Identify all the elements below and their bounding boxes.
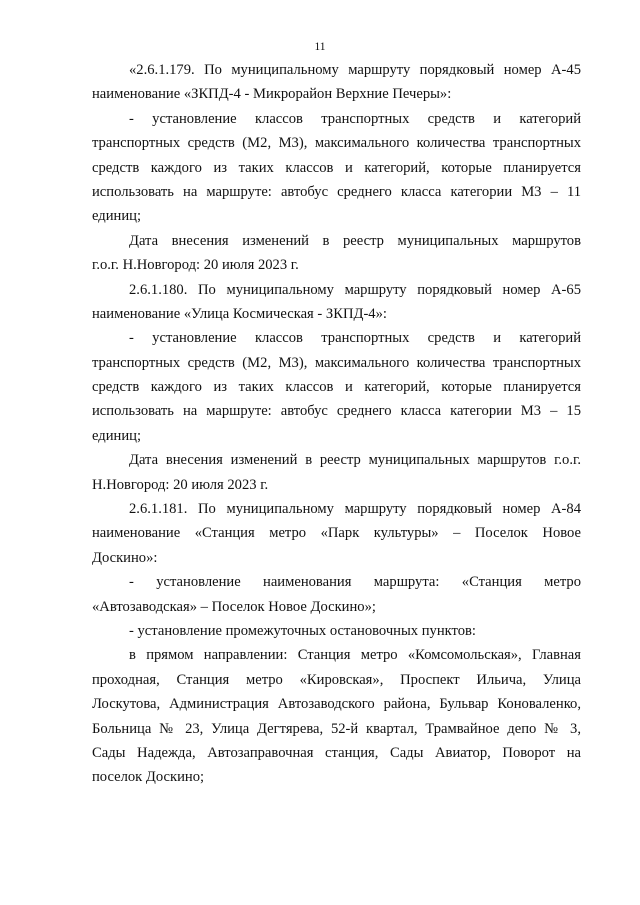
text-line: - установление классов транспортных средств и категорий bbox=[129, 330, 581, 347]
text-line: единиц; bbox=[92, 208, 142, 225]
text-line: транспортных средств (М2, М3), максимального количества транспортных bbox=[92, 135, 581, 152]
text-line: средств каждого из таких классов и категорий, которые планируется bbox=[92, 379, 581, 396]
text-line: Больница № 23, Улица Дегтярева, 52-й квартал, Трамвайное депо № 3, bbox=[92, 720, 581, 737]
text-line: 2.6.1.181. По муниципальному маршруту порядковый номер А-84 bbox=[129, 501, 581, 518]
page-number: 11 bbox=[314, 41, 326, 53]
document-body bbox=[92, 58, 581, 790]
text-line: Доскино»: bbox=[92, 549, 158, 566]
text-line: проходная, Станция метро «Кировская», Проспект Ильича, Улица bbox=[92, 671, 581, 688]
text-line: средств каждого из таких классов и категорий, которые планируется bbox=[92, 159, 581, 176]
text-line: Дата внесения изменений в реестр муниципальных маршрутов bbox=[129, 232, 581, 249]
text-line: - установление промежуточных остановочных пунктов: bbox=[129, 622, 476, 639]
text-line: в прямом направлении: Станция метро «Комсомольская», Главная bbox=[129, 647, 581, 664]
text-line: 2.6.1.180. По муниципальному маршруту порядковый номер А-65 bbox=[129, 281, 581, 298]
text-line: Лоскутова, Администрация Автозаводского района, Бульвар Коноваленко, bbox=[92, 696, 581, 713]
text-line: поселок Доскино; bbox=[92, 769, 205, 786]
text-line: Н.Новгород: 20 июля 2023 г. bbox=[92, 476, 269, 493]
text-line: использовать на маршруте: автобус среднего класса категории М3 – 11 bbox=[92, 183, 581, 200]
text-line: наименование «Улица Космическая - ЗКПД-4»: bbox=[92, 305, 387, 322]
text-line: наименование «ЗКПД-4 - Микрорайон Верхние Печеры»: bbox=[92, 86, 452, 103]
text-line: «Автозаводская» – Поселок Новое Доскино»; bbox=[92, 598, 376, 615]
text-line: использовать на маршруте: автобус среднего класса категории М3 – 15 bbox=[92, 403, 581, 420]
text-line: единиц; bbox=[92, 427, 142, 444]
text-line: «2.6.1.179. По муниципальному маршруту порядковый номер А-45 bbox=[129, 62, 581, 78]
text-line: транспортных средств (М2, М3), максимального количества транспортных bbox=[92, 354, 581, 371]
text-line: - установление наименования маршрута: «Станция метро bbox=[129, 574, 581, 591]
text-line: Дата внесения изменений в реестр муниципальных маршрутов г.о.г. bbox=[129, 452, 581, 469]
text-line: Сады Надежда, Автозаправочная станция, Сады Авиатор, Поворот на bbox=[92, 744, 581, 761]
text-line: - установление классов транспортных средств и категорий bbox=[129, 110, 581, 127]
text-line: наименование «Станция метро «Парк культуры» – Поселок Новое bbox=[92, 525, 581, 542]
text-line: г.о.г. Н.Новгород: 20 июля 2023 г. bbox=[92, 257, 299, 274]
